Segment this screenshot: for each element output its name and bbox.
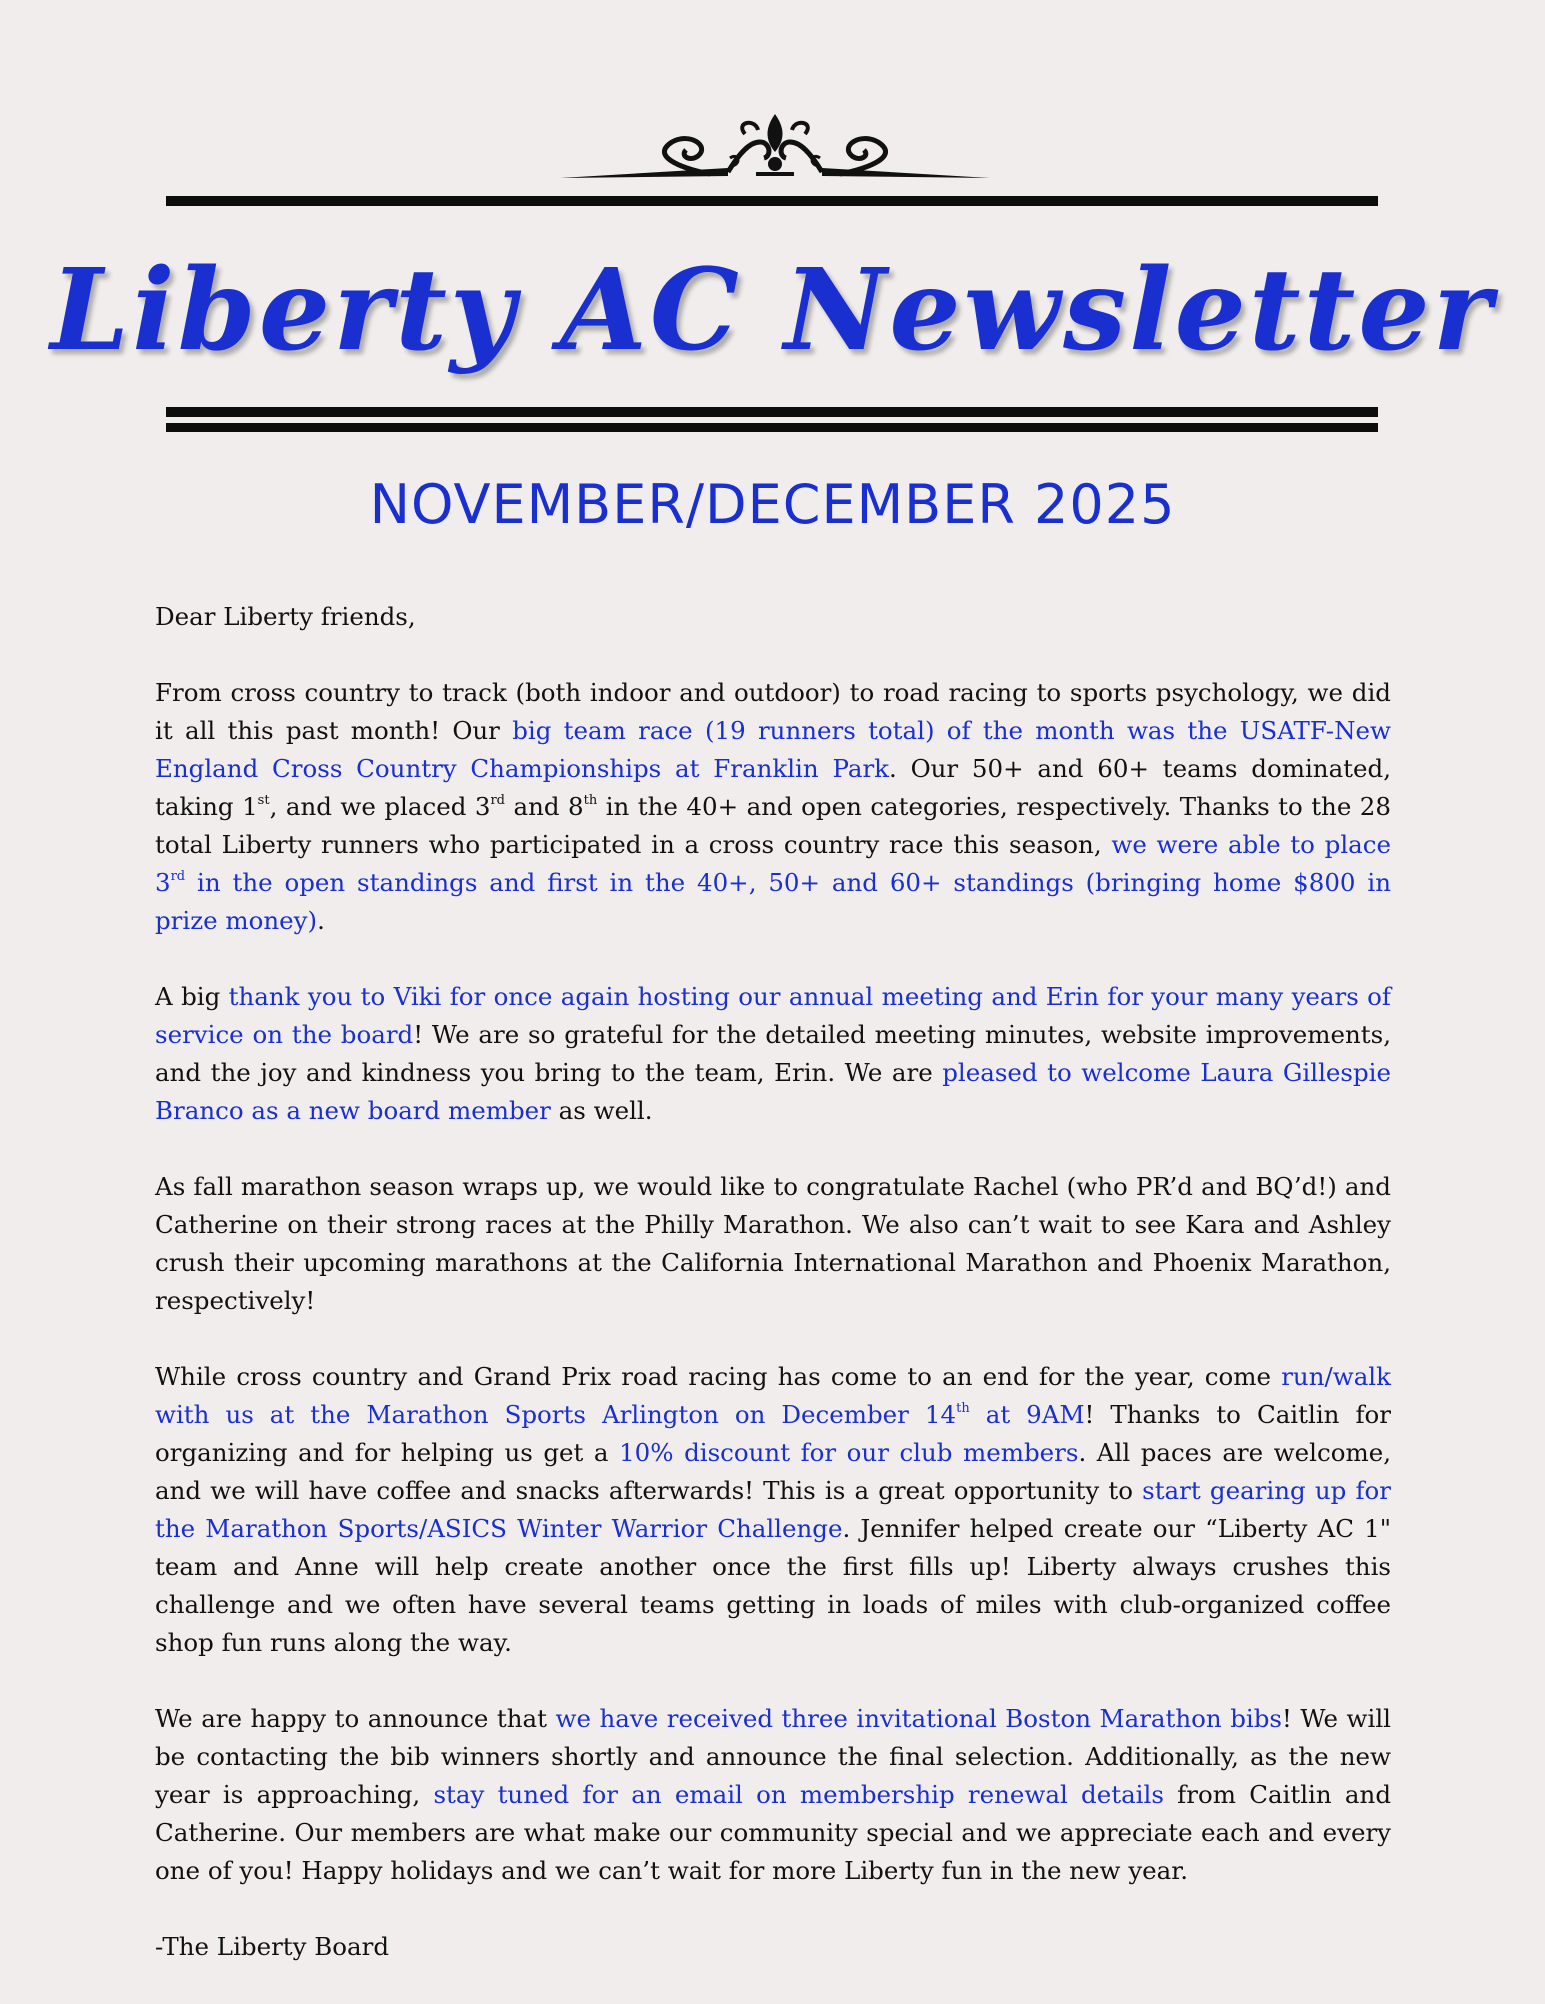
- text: from Caitlin and Catherine. Our members are what make our community special and we appreciate each and every one of you! Happy holidays and we can’t wait for more Liberty fun in the new year.: [155, 1780, 1392, 1885]
- greeting: Dear Liberty friends,: [155, 602, 416, 631]
- header-top-rule: [166, 196, 1378, 206]
- issue-date: NOVEMBER/DECEMBER 2025: [369, 473, 1176, 536]
- paragraph-cross-country: [155, 674, 1391, 940]
- paragraph-boston-bibs: [155, 1700, 1391, 1890]
- text: , and we placed 3: [269, 792, 491, 821]
- highlight-run-walk-time: at 9AM: [969, 1400, 1085, 1429]
- text: From cross country to track (both indoor and outdoor) to road racing to sports psychology, we did it all this past month! Our: [155, 678, 1391, 745]
- ordinal-suffix: st: [257, 793, 270, 808]
- text: .: [317, 906, 325, 935]
- text: A big: [155, 982, 229, 1011]
- highlight-new-board-member: pleased to welcome Laura Gillespie Branco as a new board member: [155, 1058, 1392, 1125]
- highlight-winter-warrior: start gearing up for the Marathon Sports/ASICS Winter Warrior Challenge: [155, 1476, 1391, 1543]
- text: . Jennifer helped create our “Liberty AC 1" team and Anne will help create another once the first fills up! Liberty always crushes this challenge and we often have several teams getting in loads of miles with club-organized coffee shop fun runs along the way.: [155, 1514, 1391, 1657]
- paragraph-board: [155, 978, 1391, 1130]
- header-bottom-rule: [166, 407, 1378, 417]
- highlight-team-race: big team race (19 runners total) of the month was the USATF-New England Cross Country Championships at Franklin Park: [155, 716, 1391, 783]
- header-bottom-rule-thin: [166, 423, 1378, 432]
- highlight-thank-you: thank you to Viki for once again hosting our annual meeting and Erin for your many years of service on the board: [155, 982, 1391, 1049]
- highlight-standings: we were able to place 3: [155, 830, 1391, 897]
- text: ! Thanks to Caitlin for organizing and for helping us get a: [155, 1400, 1391, 1467]
- highlight-boston-bibs: we have received three invitational Boston Marathon bibs: [555, 1704, 1282, 1733]
- flourish-ornament-icon: [560, 112, 990, 184]
- newsletter-title: Liberty AC Newsletter: [50, 245, 1495, 376]
- highlight-run-walk: run/walk with us at the Marathon Sports Arlington on December 14: [155, 1362, 1391, 1429]
- text: ! We will be contacting the bib winners shortly and announce the final selection. Additionally, as the new year is approaching,: [155, 1704, 1391, 1809]
- text: . Our 50+ and 60+ teams dominated, taking 1: [155, 754, 1391, 821]
- text: . All paces are welcome, and we will have coffee and snacks afterwards! This is a great opportunity to: [155, 1438, 1391, 1505]
- text: in the 40+ and open categories, respectively. Thanks to the 28 total Liberty runners who participated in a cross country race this season,: [155, 792, 1391, 859]
- ordinal-suffix: th: [956, 1401, 970, 1416]
- ordinal-suffix: rd: [490, 793, 505, 808]
- ordinal-suffix: th: [583, 793, 598, 808]
- ordinal-suffix: rd: [170, 869, 186, 884]
- paragraph-marathons: As fall marathon season wraps up, we would like to congratulate Rachel (who PR’d and BQ’d!) and Catherine on their strong races at the Philly Marathon. We also can’t wait to see Kara and Ashley crush their upcoming marathons at the California International Marathon and Phoenix Marathon, respectively!: [155, 1172, 1391, 1315]
- highlight-membership-renewal: stay tuned for an email on membership renewal details: [433, 1780, 1164, 1809]
- text: ! We are so grateful for the detailed meeting minutes, website improvements, and the joy and kindness you bring to the team, Erin. We are: [155, 1020, 1391, 1087]
- text: We are happy to announce that: [155, 1704, 556, 1733]
- letter-body: [155, 598, 1391, 2004]
- highlight-discount: 10% discount for our club members: [619, 1438, 1079, 1467]
- highlight-standings-cont: in the open standings and first in the 40+, 50+ and 60+ standings (bringing home $800 in prize money): [155, 868, 1391, 935]
- text: and 8: [505, 792, 584, 821]
- paragraph-run-walk: [155, 1358, 1391, 1662]
- text: as well.: [550, 1096, 653, 1125]
- text: While cross country and Grand Prix road racing has come to an end for the year, come: [155, 1362, 1282, 1391]
- signature: -The Liberty Board: [155, 1932, 390, 1961]
